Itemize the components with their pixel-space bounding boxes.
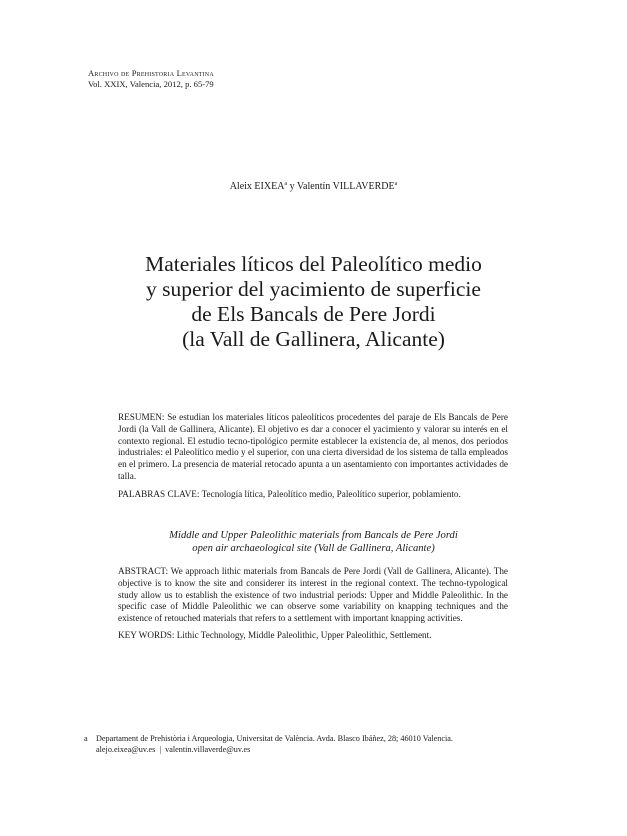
author-connector: y <box>289 181 295 192</box>
title-line-4: (la Vall de Gallinera, Alicante) <box>182 327 445 351</box>
journal-header <box>88 68 214 90</box>
author-1-affiliation-mark: a <box>284 181 288 187</box>
footnote-mark: a <box>84 734 88 743</box>
english-title-line-2: open air archaeological site (Vall de Gallinera, Alicante) <box>192 543 435 554</box>
author-2: Valentín VILLAVERDE <box>296 181 395 192</box>
authors-line <box>0 181 627 192</box>
journal-name: Archivo de Prehistoria Levantina <box>88 68 214 78</box>
title-line-2: y superior del yacimiento de superficie <box>146 277 481 301</box>
abstract-paragraph: ABSTRACT: We approach lithic materials from Bancals de Pere Jordi (Vall de Gallinera, Alicante). The objective is to know the site and considerer its interest in the regional context. The techno-typological study allow us to establish the existence of two industrial periods: Upper and Middle Paleolithic. In the specific case of Middle Paleolithic we can observe some variability on knapping techniques and the existence of retouched materials that refers to a settlement with important knapping activities. <box>118 566 508 624</box>
english-title-line-1: Middle and Upper Paleolithic materials from Bancals de Pere Jordi <box>169 530 458 541</box>
footnote-affiliation: Departament de Prehistòria i Arqueologia, Universitat de València. Avda. Blasco Ibáñez, 28; 46010 Valencia. <box>96 734 453 743</box>
resumen-paragraph: RESUMEN: Se estudian los materiales líticos paleolíticos procedentes del paraje de Els Bancals de Pere Jordi (la Vall de Gallinera, Alicante). El objetivo es dar a conocer el yacimiento y valorar su interés en el contexto regional. El estudio tecno-tipológico permite establecer la existencia de, al menos, dos periodos industriales: el Paleolítico medio y el superior, con una cierta diversidad de los sistema de talla empleados en el primero. La presencia de material retocado apunta a un asentamiento con importantes actividades de talla. <box>118 412 508 481</box>
footnote-emails: alejo.eixea@uv.es | valentin.villaverde@uv.es <box>96 745 251 754</box>
author-2-affiliation-mark: a <box>394 181 398 187</box>
title-line-1: Materiales líticos del Paleolítico medio <box>145 252 482 276</box>
english-title <box>0 529 627 555</box>
affiliation-footnote <box>84 733 453 755</box>
article-title <box>0 252 627 352</box>
keywords-paragraph: KEY WORDS: Lithic Technology, Middle Paleolithic, Upper Paleolithic, Settlement. <box>118 630 432 640</box>
palabras-clave-paragraph: PALABRAS CLAVE: Tecnología lítica, Paleolítico medio, Paleolítico superior, poblamiento. <box>118 489 461 499</box>
journal-citation: Vol. XXIX, Valencia, 2012, p. 65-79 <box>88 79 214 89</box>
author-1: Aleix EIXEA <box>229 181 285 192</box>
title-line-3: de Els Bancals de Pere Jordi <box>191 302 436 326</box>
